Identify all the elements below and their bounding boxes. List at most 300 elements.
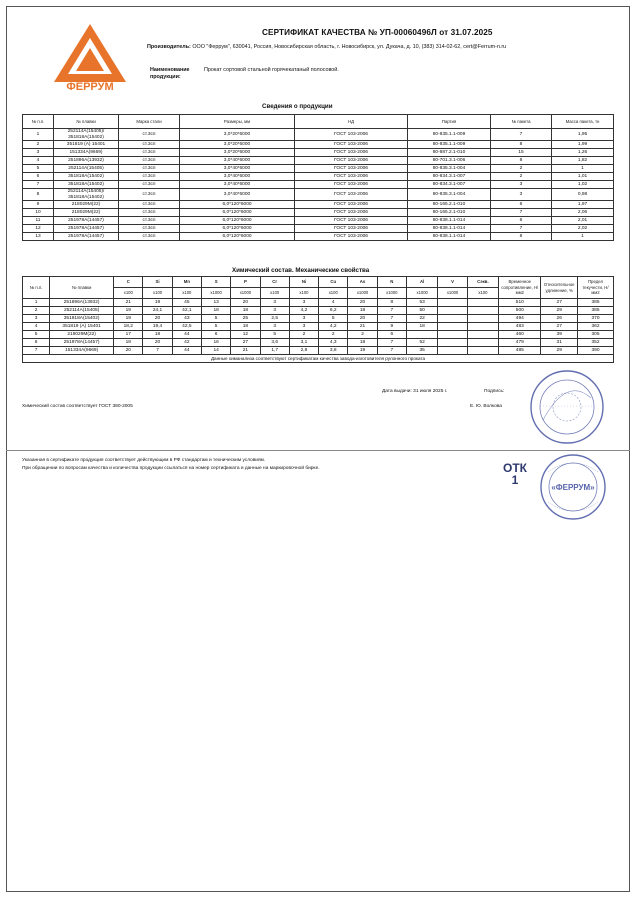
table-cell: ГОСТ 103-2006	[295, 201, 408, 209]
ferrum-logo	[50, 22, 130, 92]
table-cell: 251896А(13932)	[50, 299, 114, 307]
table-cell: 6,0*120*6000	[180, 233, 295, 241]
table-cell: 80-838.1.1-014	[408, 225, 491, 233]
table-cell: 460	[499, 331, 541, 339]
table-cell: 351818А(15402)	[50, 315, 114, 323]
table-cell: ст.3сп	[119, 201, 180, 209]
table-cell: 18	[201, 307, 230, 315]
table-cell	[467, 299, 498, 307]
multiplier-cell: x1000	[406, 288, 437, 299]
table-cell: 479	[499, 339, 541, 347]
table-cell: 4	[319, 299, 348, 307]
table-cell	[438, 307, 467, 315]
table-cell: 1,95	[552, 129, 614, 141]
table-cell: 6,0*120*6000	[180, 217, 295, 225]
table-cell: 19,4	[143, 323, 172, 331]
table-cell: 20	[231, 299, 260, 307]
table-cell: 1	[23, 129, 54, 141]
table-cell: 5	[23, 331, 50, 339]
multiplier-cell: x100	[467, 288, 498, 299]
table-row	[23, 233, 614, 241]
table-cell: 20	[114, 347, 143, 355]
table-cell: ГОСТ 103-2006	[295, 209, 408, 217]
table-cell: 385	[578, 307, 614, 315]
col-header: Сэкв.	[467, 277, 498, 288]
table-cell: 39	[541, 331, 578, 339]
table-cell: 4	[23, 157, 54, 165]
table-cell: 19	[143, 299, 172, 307]
table-cell: 6	[201, 331, 230, 339]
table-cell: 2,02	[552, 225, 614, 233]
table-row	[23, 181, 614, 189]
table-cell: 6	[491, 201, 552, 209]
col-header: Размеры, мм	[180, 115, 295, 129]
table-cell: ст.3сп	[119, 129, 180, 141]
table-cell: 2,5	[260, 315, 289, 323]
products-table	[22, 114, 614, 241]
gost-note: Химический состав соответствует ГОСТ 380-2005	[22, 404, 133, 409]
table-cell: 3	[289, 299, 318, 307]
table-cell: 2,01	[552, 217, 614, 225]
table-cell: 3,1	[289, 339, 318, 347]
table-cell: 252114А(15405)	[50, 307, 114, 315]
table-cell: 3	[260, 307, 289, 315]
multiplier-cell: x1000	[377, 288, 406, 299]
table-cell: ст.3сп	[119, 173, 180, 181]
table-row	[23, 347, 614, 355]
col-header: № плавки	[54, 115, 119, 129]
multiplier-cell: x1000	[201, 288, 230, 299]
table-cell: 1,7	[260, 347, 289, 355]
table-cell: 53	[406, 299, 437, 307]
table-cell: 44	[172, 347, 201, 355]
table-cell: ст.3сп	[119, 225, 180, 233]
issue-date: Дата выдачи: 31 июля 2025 г.	[382, 389, 448, 394]
table-cell: ст.3сп	[119, 141, 180, 149]
table-cell: 80-165.2.1-010	[408, 201, 491, 209]
table-row	[23, 157, 614, 165]
table-cell: 3,0*40*6000	[180, 181, 295, 189]
round-stamp	[528, 368, 606, 451]
table-cell: 5	[201, 315, 230, 323]
table-cell	[438, 315, 467, 323]
table-cell: 6,0*120*6000	[180, 209, 295, 217]
table-cell: 25	[231, 315, 260, 323]
table-cell: 8	[377, 299, 406, 307]
table-row	[23, 189, 614, 201]
table-cell: 80-834.3.1-007	[408, 173, 491, 181]
multiplier-cell: x100	[260, 288, 289, 299]
table-cell: 3	[289, 315, 318, 323]
table-cell: 3	[491, 189, 552, 201]
table-cell: 2	[289, 331, 318, 339]
table-row	[23, 217, 614, 225]
table-cell: 2	[23, 141, 54, 149]
table-row	[23, 129, 614, 141]
table-cell: 42	[172, 339, 201, 347]
table-cell: ГОСТ 103-2006	[295, 129, 408, 141]
otk-number: 1	[511, 473, 519, 487]
table-cell: 3,0*40*6000	[180, 173, 295, 181]
table-cell: 6	[377, 331, 406, 339]
table-cell: 2	[23, 307, 50, 315]
table-row	[23, 173, 614, 181]
table-cell: ст.3сп	[119, 165, 180, 173]
table-cell: 16	[201, 339, 230, 347]
table-cell: 3	[491, 181, 552, 189]
table-row	[23, 141, 614, 149]
table-cell: 19	[348, 347, 377, 355]
table-cell: 6	[23, 173, 54, 181]
table-row	[23, 323, 614, 331]
multiplier-cell: x1000	[438, 288, 467, 299]
table-cell: 151334А(9669)	[50, 347, 114, 355]
table-cell: 80-835.1.1-009	[408, 141, 491, 149]
table-cell: 251978А(14457)	[50, 339, 114, 347]
table-cell: 18	[406, 323, 437, 331]
table-cell: 17	[114, 331, 143, 339]
table-cell: 18,2	[114, 323, 143, 331]
table-cell: ст.3сп	[119, 181, 180, 189]
table-cell: 3,0*40*6000	[180, 157, 295, 165]
table-cell: 1,82	[552, 157, 614, 165]
signer-name: Е. Ю. Волкова	[470, 404, 502, 409]
table-cell: 218029М(22)	[50, 331, 114, 339]
table-cell: 21	[114, 299, 143, 307]
table-cell: 2,06	[552, 209, 614, 217]
table-cell: ГОСТ 103-2006	[295, 217, 408, 225]
table-cell: 18	[143, 331, 172, 339]
chemistry-title: Химический состав. Механические свойства	[232, 267, 370, 274]
table-cell: 7	[23, 181, 54, 189]
col-header: Ni	[289, 277, 318, 288]
multiplier-cell: x100	[289, 288, 318, 299]
multiplier-cell: x1000	[231, 288, 260, 299]
manufacturer-value: ООО "Феррум", 630041, Россия, Новосибирская область, г. Новосибирск, ул. Дукача, д. 10, (383) 314-02-62, cert@Ferrum-n.ru	[192, 44, 507, 50]
table-cell: 362	[578, 323, 614, 331]
table-cell: 80-838.1.1-014	[408, 217, 491, 225]
table-cell: 2	[348, 331, 377, 339]
table-cell: 351819 (А) 15401	[54, 141, 119, 149]
table-cell: 45	[172, 299, 201, 307]
table-cell: 8	[491, 157, 552, 165]
table-cell: 2	[491, 165, 552, 173]
col-header: Cu	[319, 277, 348, 288]
table-cell: 15	[491, 149, 552, 157]
table-cell	[467, 347, 498, 355]
table-row	[23, 201, 614, 209]
table-cell	[467, 331, 498, 339]
col-header: № п.п.	[23, 277, 50, 299]
table-cell: 9	[23, 201, 54, 209]
col-header: S	[201, 277, 230, 288]
table-cell: ГОСТ 103-2006	[295, 157, 408, 165]
table-cell: 385	[578, 299, 614, 307]
table-cell: 352	[578, 339, 614, 347]
table-cell: 6	[491, 217, 552, 225]
table-cell: 21	[348, 323, 377, 331]
table-cell	[438, 323, 467, 331]
table-cell: 20	[143, 315, 172, 323]
products-title: Сведения о продукции	[262, 103, 333, 110]
table-cell: 3	[23, 315, 50, 323]
table-cell: 13	[201, 299, 230, 307]
table-cell: 10	[23, 209, 54, 217]
table-cell: 20	[348, 299, 377, 307]
table-cell: 27	[541, 323, 578, 331]
table-cell	[467, 323, 498, 331]
table-cell: 9	[377, 323, 406, 331]
table-cell: 494	[499, 315, 541, 323]
multiplier-cell: x100	[172, 288, 201, 299]
table-cell: 24,1	[143, 307, 172, 315]
table-cell: ГОСТ 103-2006	[295, 149, 408, 157]
table-cell: 6	[23, 339, 50, 347]
table-cell: ст.3сп	[119, 157, 180, 165]
table-cell: 12	[23, 225, 54, 233]
table-cell: 20	[348, 315, 377, 323]
table-cell: 26	[541, 315, 578, 323]
table-cell: 351819 (А) 15401	[50, 323, 114, 331]
table-row	[23, 225, 614, 233]
table-cell: 5	[201, 323, 230, 331]
table-cell: 2	[491, 173, 552, 181]
table-cell: ст.3сп	[119, 209, 180, 217]
table-cell: 80-701.3.1-006	[408, 157, 491, 165]
table-cell: 44	[172, 331, 201, 339]
table-cell: 3,0*20*6000	[180, 141, 295, 149]
multiplier-cell: x100	[143, 288, 172, 299]
table-cell: 251978А(14457)	[54, 217, 119, 225]
table-cell	[438, 347, 467, 355]
chemistry-header-row	[23, 277, 614, 288]
multiplier-cell: x100	[319, 288, 348, 299]
col-header: НД	[295, 115, 408, 129]
table-cell: 1	[23, 299, 50, 307]
otk-mark	[500, 462, 530, 486]
table-cell: 43	[172, 315, 201, 323]
table-cell: 52	[406, 339, 437, 347]
table-cell: 18	[231, 307, 260, 315]
table-cell: 251896А(13932)	[54, 157, 119, 165]
table-cell: ГОСТ 103-2006	[295, 233, 408, 241]
col-header: V	[438, 277, 467, 288]
col-header: Al	[406, 277, 437, 288]
chemistry-note-row	[23, 355, 614, 363]
footer-compliance: Указанная в сертификате продукция соответствует действующим в РФ стандартам и техническим условиям.	[22, 458, 266, 463]
table-cell: 6,0*120*6000	[180, 225, 295, 233]
table-cell: 7	[491, 225, 552, 233]
table-cell	[438, 339, 467, 347]
table-cell: 80-834.3.1-007	[408, 181, 491, 189]
manufacturer-label: Производитель:	[147, 44, 191, 50]
table-row	[23, 331, 614, 339]
table-cell: 1,26	[552, 149, 614, 157]
table-cell: 18	[231, 323, 260, 331]
table-cell	[467, 339, 498, 347]
table-cell: 351818А(15402)	[54, 181, 119, 189]
col-header: Временное сопротивление, Н/мм2	[499, 277, 541, 299]
product-value: Прокат сортовой стальной горячекатаный полосовой.	[204, 67, 339, 73]
table-cell: 252114А(15405)/ 351818А(15402)	[54, 189, 119, 201]
product-label: Наименование продукции:	[150, 67, 190, 80]
chemistry-note: Данные химанализа соответствуют сертификатам качества завода-изготовителя рулонного проката	[23, 355, 614, 363]
otk-stamp	[530, 452, 616, 527]
table-cell: 7	[377, 307, 406, 315]
table-cell: 1	[552, 233, 614, 241]
table-cell: 6,2	[319, 307, 348, 315]
table-cell: 370	[578, 315, 614, 323]
col-header: N	[377, 277, 406, 288]
table-cell: 218029М(22)	[54, 201, 119, 209]
table-cell: ст.3сп	[119, 233, 180, 241]
table-cell: 1,97	[552, 201, 614, 209]
table-row	[23, 307, 614, 315]
table-cell: 5	[319, 315, 348, 323]
table-cell: 7	[491, 209, 552, 217]
table-cell: 31	[541, 339, 578, 347]
table-cell: 1,02	[552, 181, 614, 189]
col-header: Марка стали	[119, 115, 180, 129]
table-cell: 80-165.2.1-010	[408, 209, 491, 217]
table-row	[23, 165, 614, 173]
table-cell	[438, 299, 467, 307]
table-cell: 6,0*120*6000	[180, 201, 295, 209]
table-cell: 80-838.1.1-014	[408, 233, 491, 241]
table-cell: 18	[348, 307, 377, 315]
table-cell: 483	[499, 323, 541, 331]
table-cell: 13	[23, 233, 54, 241]
table-cell: 7	[377, 315, 406, 323]
table-cell: 3,6	[260, 339, 289, 347]
table-cell: 8	[491, 141, 552, 149]
table-cell: ст.3сп	[119, 189, 180, 201]
col-header: C	[114, 277, 143, 288]
table-cell: 18	[114, 339, 143, 347]
col-header: № п.п.	[23, 115, 54, 129]
table-cell: 500	[499, 307, 541, 315]
table-cell: 11	[23, 217, 54, 225]
table-cell: 4,3	[319, 339, 348, 347]
table-cell: 3	[260, 299, 289, 307]
col-header: As	[348, 277, 377, 288]
table-cell: 251978А(14457)	[54, 233, 119, 241]
table-cell: 42,5	[172, 323, 201, 331]
table-cell	[467, 307, 498, 315]
table-cell: 80-835.3.1-004	[408, 165, 491, 173]
svg-text:ФЕРРУМ: ФЕРРУМ	[66, 81, 114, 92]
table-cell: 351818А(15402)	[54, 173, 119, 181]
table-row	[23, 149, 614, 157]
table-cell: 218029М(22)	[54, 209, 119, 217]
table-cell: 3,8	[319, 347, 348, 355]
table-cell: 50	[406, 307, 437, 315]
otk-label: ОТК	[503, 461, 527, 475]
col-header: № пакета	[491, 115, 552, 129]
table-cell: 21	[231, 347, 260, 355]
footer-contact-note: При обращении по вопросам качества и количества продукции ссылаться на номер сертификата и данные на маркировочной бирке.	[22, 466, 320, 471]
table-cell: 510	[499, 299, 541, 307]
table-cell: 390	[578, 347, 614, 355]
table-cell: 252114А(15405)	[54, 165, 119, 173]
col-header: Mn	[172, 277, 201, 288]
table-cell: 0,98	[552, 189, 614, 201]
table-cell: 29	[541, 307, 578, 315]
table-cell: 8	[23, 189, 54, 201]
table-cell: 5	[23, 165, 54, 173]
table-cell: ст.3сп	[119, 149, 180, 157]
col-header: Cr	[260, 277, 289, 288]
col-header: Масса пакета, тн	[552, 115, 614, 129]
table-cell: 7	[377, 339, 406, 347]
col-header: Предел текучести, Н/мм2	[578, 277, 614, 299]
col-header: Si	[143, 277, 172, 288]
table-cell: 8	[491, 233, 552, 241]
products-header-row	[23, 115, 614, 129]
multiplier-cell: x100	[114, 288, 143, 299]
table-cell: 27	[541, 299, 578, 307]
table-cell: 151334А(9669)	[54, 149, 119, 157]
table-cell: 1	[552, 165, 614, 173]
table-cell: 3,0*20*6000	[180, 149, 295, 157]
svg-text:«ФЕРРУМ»: «ФЕРРУМ»	[551, 483, 595, 492]
table-cell: 305	[578, 331, 614, 339]
table-cell: 252114А(15405)/ 351818А(15402)	[54, 129, 119, 141]
table-cell: 3	[260, 323, 289, 331]
table-cell: 7	[377, 347, 406, 355]
table-cell: 19	[114, 307, 143, 315]
manufacturer-line	[147, 44, 506, 50]
table-cell: 20	[143, 339, 172, 347]
table-cell: 3,0*40*6000	[180, 189, 295, 201]
table-cell: 35	[406, 347, 437, 355]
table-row	[23, 339, 614, 347]
table-cell: 4	[23, 323, 50, 331]
table-cell: 22	[406, 315, 437, 323]
table-cell: ГОСТ 103-2006	[295, 173, 408, 181]
table-cell: 42,1	[172, 307, 201, 315]
table-cell: ГОСТ 103-2006	[295, 141, 408, 149]
table-cell: ГОСТ 103-2006	[295, 165, 408, 173]
multiplier-cell: x1000	[348, 288, 377, 299]
table-cell: 7	[23, 347, 50, 355]
table-cell: 14	[201, 347, 230, 355]
table-cell: 1,01	[552, 173, 614, 181]
table-cell: 7	[491, 129, 552, 141]
table-cell: 3,0*40*6000	[180, 165, 295, 173]
table-cell: 3	[289, 323, 318, 331]
col-header: Партия	[408, 115, 491, 129]
table-cell: 12	[231, 331, 260, 339]
table-cell: 3	[23, 149, 54, 157]
table-cell	[467, 315, 498, 323]
chemistry-table	[22, 276, 614, 363]
col-header: P	[231, 277, 260, 288]
table-row	[23, 209, 614, 217]
table-row	[23, 315, 614, 323]
table-cell: 80-887.2.1-010	[408, 149, 491, 157]
table-cell: 80-835.1.1-009	[408, 129, 491, 141]
table-cell	[438, 331, 467, 339]
table-cell: 80-835.3.1-004	[408, 189, 491, 201]
table-cell: 27	[231, 339, 260, 347]
table-cell: 3,0*20*6000	[180, 129, 295, 141]
table-cell: ГОСТ 103-2006	[295, 181, 408, 189]
table-row	[23, 299, 614, 307]
table-cell: 5	[260, 331, 289, 339]
table-cell: 29	[541, 347, 578, 355]
table-cell: 7	[143, 347, 172, 355]
